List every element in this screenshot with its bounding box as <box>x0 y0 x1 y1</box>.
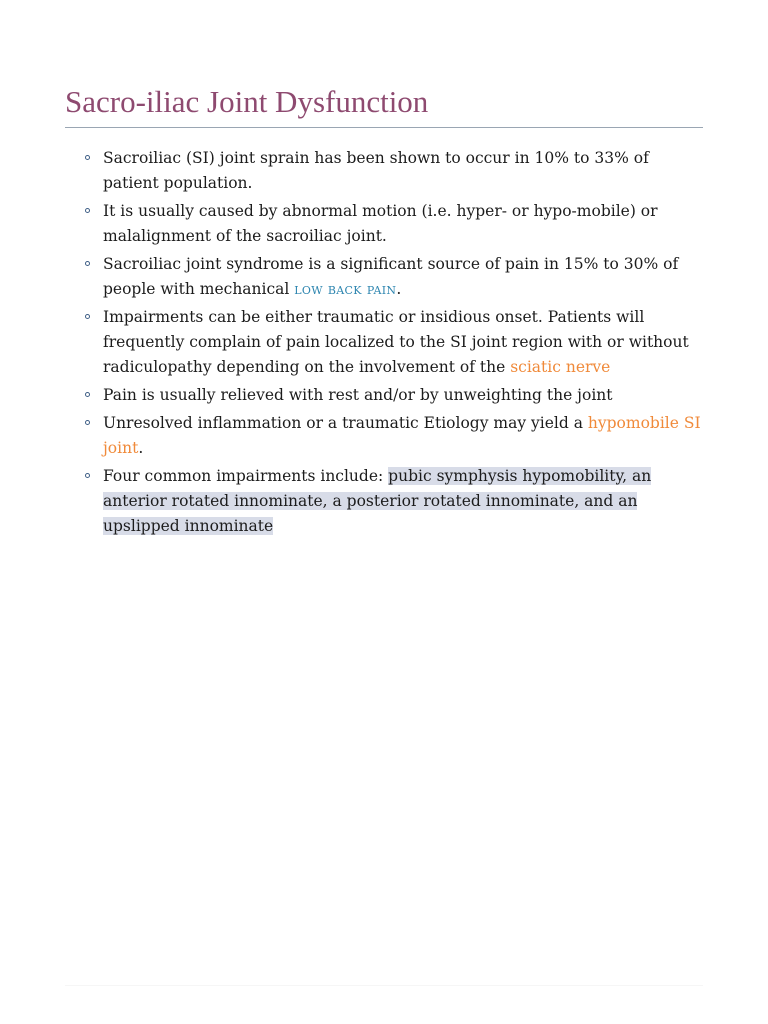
circle-bullet-icon <box>85 155 90 160</box>
circle-bullet-icon <box>85 261 90 266</box>
bullet-text: Sacroiliac (SI) joint sprain has been shown to occur in 10% to 33% of patient population. <box>103 149 649 192</box>
low-back-pain-link[interactable]: low back pain <box>294 280 397 298</box>
hypomobile-si-joint-link[interactable]: hypomobile SI joint <box>103 414 701 457</box>
list-item <box>80 252 704 302</box>
bullet-text-end: . <box>396 280 402 298</box>
bullet-text: It is usually caused by abnormal motion (i.e. hyper- or hypo-mobile) or malalignment of the sacroiliac joint. <box>103 202 658 245</box>
bullet-text: Unresolved inflammation or a traumatic Etiology may yield a <box>103 414 588 432</box>
list-item <box>80 411 704 461</box>
circle-bullet-icon <box>85 420 90 425</box>
bullet-text: Four common impairments include: <box>103 467 389 485</box>
bullet-text-end: . <box>138 439 144 457</box>
list-item <box>80 383 704 408</box>
footer-divider <box>65 985 703 986</box>
bullet-list <box>80 146 704 542</box>
page-title: Sacro-iliac Joint Dysfunction <box>65 84 429 119</box>
list-item <box>80 146 704 196</box>
circle-bullet-icon <box>85 208 90 213</box>
bullet-text: Pain is usually relieved with rest and/or by unweighting the joint <box>103 386 613 404</box>
highlighted-text: pubic symphysis hypomobility, an anterior rotated innominate, a posterior rotated innominate, and an upslipped innominate <box>103 467 652 535</box>
circle-bullet-icon <box>85 314 90 319</box>
sciatic-nerve-link[interactable]: sciatic nerve <box>510 358 611 376</box>
circle-bullet-icon <box>85 392 90 397</box>
title-divider <box>65 127 703 128</box>
list-item <box>80 305 704 380</box>
bullet-text: Sacroiliac joint syndrome is a significant source of pain in 15% to 30% of people with mechanical <box>103 255 679 298</box>
circle-bullet-icon <box>85 473 90 478</box>
list-item <box>80 464 704 539</box>
list-item <box>80 199 704 249</box>
bullet-text: Impairments can be either traumatic or insidious onset. Patients will frequently complain of pain localized to the SI joint region with or without radiculopathy depending on the involvement of the <box>103 308 689 376</box>
